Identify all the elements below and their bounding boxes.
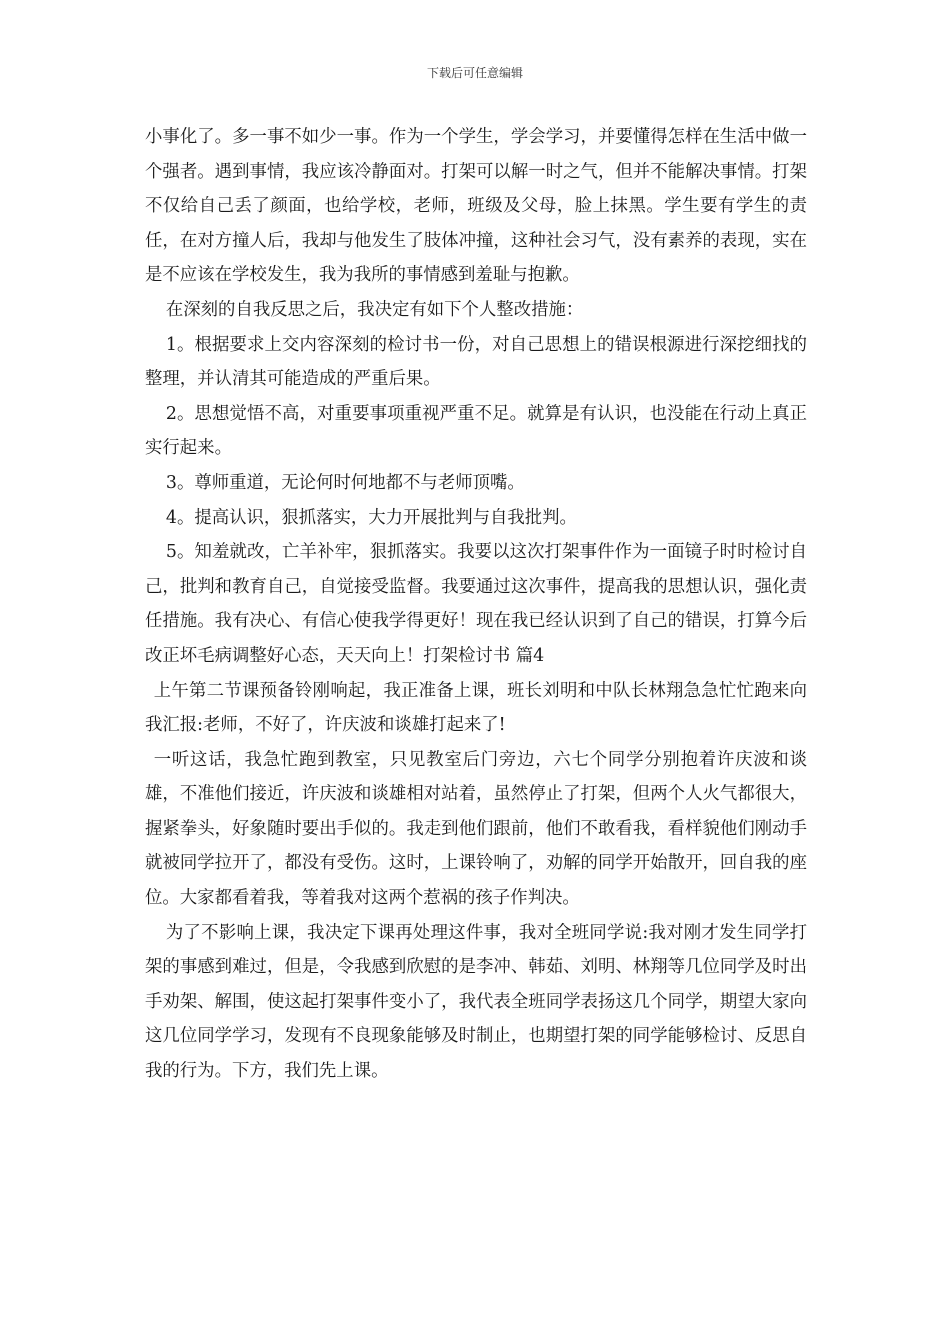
paragraph: 小事化了。多一事不如少一事。作为一个学生，学会学习，并要懂得怎样在生活中做一个强者。遇到事情，我应该冷静面对。打架可以解一时之气，但并不能解决事情。打架不仅给自己丢了颜面，也给学校，老师，班级及父母，脸上抹黑。学生要有学生的责任，在对方撞人后，我却与他发生了肢体冲撞，这种社会习气，没有素养的表现，实在是不应该在学校发生，我为我所的事情感到羞耻与抱歉。 — [145, 127, 807, 286]
list-item: 2。思想觉悟不高，对重要事项重视严重不足。就算是有认识，也没能在行动上真正实行起来。 — [145, 403, 807, 459]
list-item: 5。知羞就改，亡羊补牢，狠抓落实。我要以这次打架事件作为一面镜子时时检讨自己，批判和教育自己，自觉接受监督。我要通过这次事件，提高我的思想认识，强化责任措施。我有决心、有信心使我学得更好！现在我已经认识到了自己的错误，打算今后改正坏毛病调整好心态，天天向上！打架检讨书 篇4 — [145, 542, 807, 666]
list-item: 1。根据要求上交内容深刻的检讨书一份，对自己思想上的错误根源进行深挖细找的整理，并认清其可能造成的严重后果。 — [145, 334, 807, 390]
paragraph: 一听这话，我急忙跑到教室，只见教室后门旁边，六七个同学分别抱着许庆波和谈雄，不准他们接近，许庆波和谈雄相对站着，虽然停止了打架，但两个人火气都很大，握紧拳头，好象随时要出手似的。我走到他们跟前，他们不敢看我，看样貌他们刚动手就被同学拉开了，都没有受伤。这时，上课铃响了，劝解的同学开始散开，回自我的座位。大家都看着我，等着我对这两个惹祸的孩子作判决。 — [145, 749, 807, 909]
list-item: 4。提高认识，狠抓落实，大力开展批判与自我批判。 — [165, 507, 577, 528]
document-body — [145, 120, 807, 1089]
paragraph: 上午第二节课预备铃刚响起，我正准备上课，班长刘明和中队长林翔急急忙忙跑来向我汇报:老师，不好了，许庆波和谈雄打起来了! — [145, 680, 807, 736]
list-item: 3。尊师重道，无论何时何地都不与老师顶嘴。 — [165, 472, 525, 493]
paragraph: 为了不影响上课，我决定下课再处理这件事，我对全班同学说:我对刚才发生同学打架的事感到难过，但是，令我感到欣慰的是李冲、韩茹、刘明、林翔等几位同学及时出手劝架、解围，使这起打架事件变小了，我代表全班同学表扬这几个同学，期望大家向这几位同学学习，发现有不良现象能够及时制止，也期望打架的同学能够检讨、反思自我的行为。下方，我们先上课。 — [145, 922, 807, 1082]
page-header-note: 下载后可任意编辑 — [426, 66, 523, 80]
paragraph: 在深刻的自我反思之后，我决定有如下个人整改措施： — [165, 299, 584, 320]
